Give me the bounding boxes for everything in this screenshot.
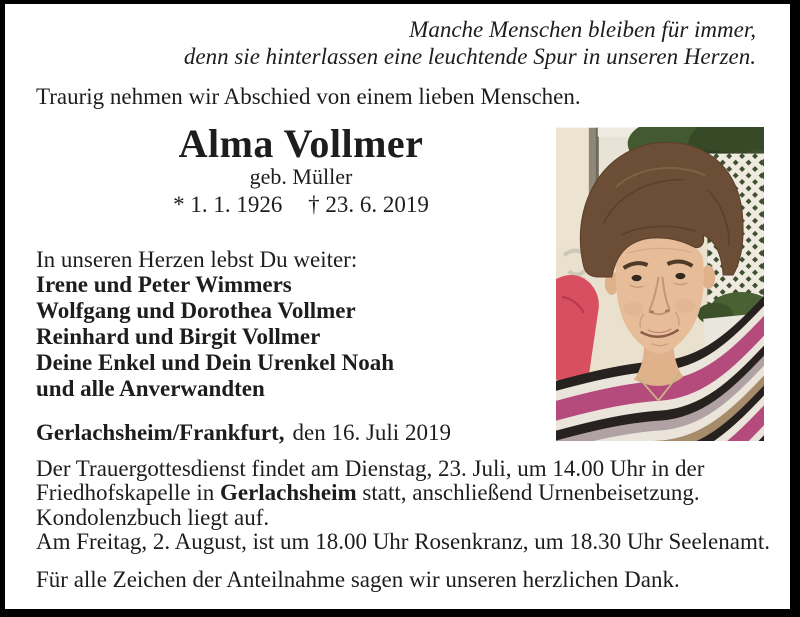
service-line-1: Der Trauergottesdienst findet am Dienstag, 23. Juli, um 14.00 Uhr in der [36, 456, 705, 481]
maiden-name: geb. Müller [249, 164, 353, 189]
deceased-name: Alma Vollmer [178, 121, 424, 166]
service-info [36, 457, 770, 555]
service-line-2-post: statt, anschließend Urnenbeisetzung. [356, 480, 700, 506]
dateline-date: den 16. Juli 2019 [292, 420, 451, 445]
mourner-list [36, 272, 394, 402]
dateline-place: Gerlachsheim/Frankfurt, [36, 420, 285, 445]
portrait-photo-illustration [556, 127, 764, 441]
obituary-sheet [5, 4, 790, 609]
mourner-name: Deine Enkel und Dein Urenkel Noah [36, 350, 395, 375]
thanks-text: Für alle Zeichen der Anteilnahme sagen wir unseren herzlichen Dank. [36, 567, 680, 592]
service-place: Gerlachsheim [219, 480, 357, 506]
service-line-2-pre: Friedhofskapelle in [36, 480, 220, 506]
epigraph-line-1: Manche Menschen bleiben für immer, [409, 17, 756, 42]
mourner-name: Wolfgang und Dorothea Vollmer [36, 298, 356, 323]
mourner-name: Reinhard und Birgit Vollmer [36, 324, 321, 349]
service-line-2 [36, 481, 770, 505]
service-line-4: Am Freitag, 2. August, ist um 18.00 Uhr Rosenkranz, um 18.30 Uhr Seelenamt. [36, 529, 771, 555]
service-line-3: Kondolenzbuch liegt auf. [36, 504, 270, 530]
death-date: † 23. 6. 2019 [308, 192, 429, 217]
birth-date: * 1. 1. 1926 [173, 192, 283, 217]
epigraph [184, 16, 756, 70]
mourner-name: und alle Anverwandten [36, 376, 265, 401]
dateline [36, 420, 451, 446]
intro-text: Traurig nehmen wir Abschied von einem lieben Menschen. [36, 84, 581, 109]
memorial-lead: In unseren Herzen lebst Du weiter: [36, 247, 358, 272]
life-dates [36, 192, 566, 218]
portrait-photo [556, 127, 764, 441]
mourner-name: Irene und Peter Wimmers [36, 272, 292, 297]
epigraph-line-2: denn sie hinterlassen eine leuchtende Spur in unseren Herzen. [183, 44, 756, 69]
